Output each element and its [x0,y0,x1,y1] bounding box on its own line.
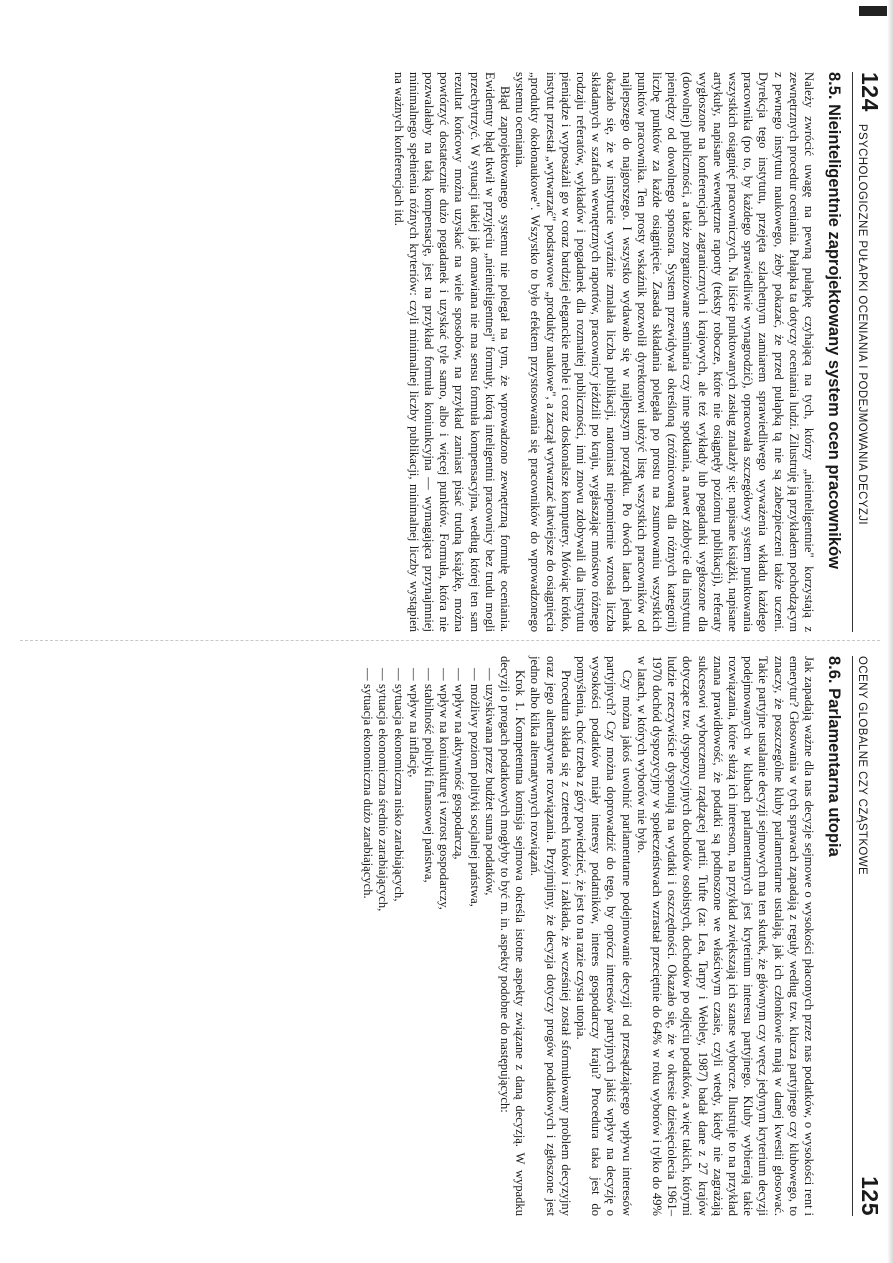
list-item: — sytuacja ekonomiczna średnio zarabiających, [375,668,390,1216]
section-heading: 8.5. Nieinteligentnie zaprojektowany system ocen pracowników [825,72,843,569]
paragraph: Należy zwrócić uwagę na pewną pułapkę czyhającą na tych, którzy „nieinteligentnie" korzystają z zewnętrznych procedur oceniania. Pułapka ta dotyczy oceniania ludzi. Zilustruję ją przykładem pochodzącym z pewnego instytutu naukowego, żeby pokazać, że przed pułapką tą nie są zabezpieczeni także uczeni. Dyrekcja tego instytutu, przejęta szlachetnym zamiarem sprawiedliwego wyważenia wkładu każdego pracownika (po to, by każdego sprawiedliwie wynagrodzić), opracowała szczegółowy system punktowania wszystkich osiągnięć pracowniczych. Na liście punktowanych zasług znalazły się: napisane książki, napisane artykuły, napisane wewnętrzne raporty (teksty robocze, które nie osiągnęły poziomu publikacji), referaty wygłoszone na konferencjach zagranicznych i krajowych, ale też wykłady lub pogadanki wygłoszone dla (dowolnej) publiczności, a także zorganizowane seminaria czy inne spotkania, a nawet zdobycie dla instytutu pieniędzy od dowolnego sponsora. System przewidywał określoną (zróżnicowaną dla różnych kategorii) liczbę punktów za każde osiągnięcie. Zasada składania polegała po prostu na zsumowaniu wszystkich punktów pracownika. Ten prosty wskaźnik pozwolił dyrektorowi ułożyć listę wszystkich pracowników od najlepszego do najgorszego. I wszystko wydawało się w najlepszym porządku. Po dwóch latach jednak okazało się, że w instytucie wyraźnie zmalała liczba publikacji, natomiast niepomiernie wzrosła liczba składanych w szafach wewnętrznych raportów, pracownicy jeździli po kraju, wygłaszając mnóstwo różnego rodzaju referatów, wykładów i pogadanek dla rozmaitej publiczności, inni znowu zdobywali dla instytutu pieniądze i wyposażali go w coraz bardziej eleganckie meble i coraz doskonalsze komputery. Mówiąc krótko, instytut przestał „wytwarzać" podstawowe „produkty naukowe", a zaczął wytwarzać łatwiejsze do osiągnięcia „produkty okołonaukowe". Wszystko to było efektem przystosowania się pracowników do wprowadzonego systemu oceniania. [513,72,816,632]
list-item: — wpływ na aktywność gospodarczą, [451,668,466,1216]
paragraph: Błąd zaprojektowanego systemu nie polegał na tym, że wprowadzono zewnętrzną formułę oceniania. Ewidentny błąd tkwił w przyjęciu „nieinteligentnej" formuły, którą inteligentni pracownicy bez trudu mogli przechytrzyć. W sytuacji takiej jak omawiana nie ma sensu formuła kompensacyjna, według której ten sam rezultat końcowy można uzyskać na wiele sposobów, na przykład zamiast pisać trudną książkę, można powtórzyć dostatecznie dużo pogadanek i uzyskać tyle samo, albo i więcej punktów. Formuła, która nie pozwalałaby na taką kompensację, jest na przykład formuła koniunkcyjna — wymagająca przynajmniej minimalnego spełnienia różnych kryteriów: czyli minimalnej liczby publikacji, minimalnej liczby wystąpień na ważnych konferencjach itd. [391,72,512,632]
page-body [20,656,848,1216]
section-heading: 8.6. Parlamentarna utopia [825,656,843,857]
page-number: 124 [857,72,883,112]
scan-edge [887,0,893,1263]
list-item: — uzyskiwana przez budżet suma podatków, [482,668,497,1216]
running-title: PSYCHOLOGICZNE PUŁAPKI OCENIANIA I PODEJMOWANIA DECYZJI [856,123,868,526]
list-item: — sytuacja ekonomiczna nisko zarabiających, [390,668,405,1216]
list-item: — możliwy poziom polityki socjalnej państwa, [466,668,481,1216]
running-head [852,72,886,632]
paragraph: Procedura składa się z czterech kroków i zakłada, że wcześniej został sformułowany problem decyzyjny oraz jego alternatywne rozwiązania. Przyjmijmy, że decyzja dotyczy progów podatkowych i zgłoszone jest jedno albo kilka alternatywnych rozwiązań. [528,656,573,1216]
page-body [20,72,848,632]
page-spine [20,640,880,641]
paragraph: Krok 1. Kompetentna komisja sejmowa określa istotne aspekty związane z daną decyzją. W wypadku decyzji o progach podatkowych mogłyby to być m. in. aspekty podobne do następujących: [497,656,528,1216]
running-head [852,656,886,1216]
book-page-right [20,656,886,1216]
aspect-list [360,656,497,1216]
list-item: — wpływ na inflację, [406,668,421,1216]
paragraph: Czy można jakoś uwolnić parlamentarne podejmowanie decyzji od przesądzającego wpływu interesów partyjnych? Czy można doprowadzić do tego, by oprócz interesów partyjnych jakiś wpływ na decyzję o wysokości podatków miały interesy podatników, interes gospodarczy kraju? Procedura taka jest do pomyślenia, choć trzeba z góry powiedzieć, że jest to na razie czysta utopia. [573,656,634,1216]
list-item: — stabilność polityki finansowej państwa, [421,668,436,1216]
book-page-left [20,72,886,632]
page-number: 125 [857,1176,883,1216]
running-title: OCENY GLOBALNE CZY CZĄSTKOWE [856,656,868,876]
list-item: — sytuacja ekonomiczna dużo zarabiających. [360,668,375,1216]
list-item: — wpływ na koniunkturę i wzrost gospodarczy, [436,668,451,1216]
corner-mark [859,6,887,16]
paragraph: Jak zapadają ważne dla nas decyzje sejmowe o wysokości płaconych przez nas podatków, o wysokości rent i emerytur? Głosowania w tych sprawach zapadają z reguły według tzw. klucza partyjnego czy klubowego, to znaczy, że poszczególne kluby parlamentarne ustalają, jak ich członkowie mają w danej kwestii głosować. Takie partyjne ustalanie decyzji sejmowych ma ten skutek, że głównym czy wręcz jedynym kryterium decyzji podejmowanych w klubach parlamentarnych jest kryterium interesu partyjnego. Kluby wybierają takie rozwiązania, które służą ich interesom, na przykład zwiększają ich szanse wyborcze. Ilustruje to na przykład znana prawidłowość, że podatki są podnoszone we właściwym czasie, czyli wtedy, kiedy nie zagrażają sukcesowi wyborczemu rządzącej partii. Tufte (za: Lea, Tarpy i Webley, 1987) badał dane z 27 krajów dotyczące tzw. dyspozycyjnych dochodów osobistych, dochodów po odjęciu podatków, a więc takich, którymi ludzie rzeczywiście dysponują na wydatki i oszczędności. Okazało się, że w okresie dziesięciolecia 1961–1970 dochód dyspozycyjny w społeczeństwach wzrastał przeciętnie do 64% w roku wyborów i tylko do 49% w latach, w których wyborów nie było. [634,656,816,1216]
